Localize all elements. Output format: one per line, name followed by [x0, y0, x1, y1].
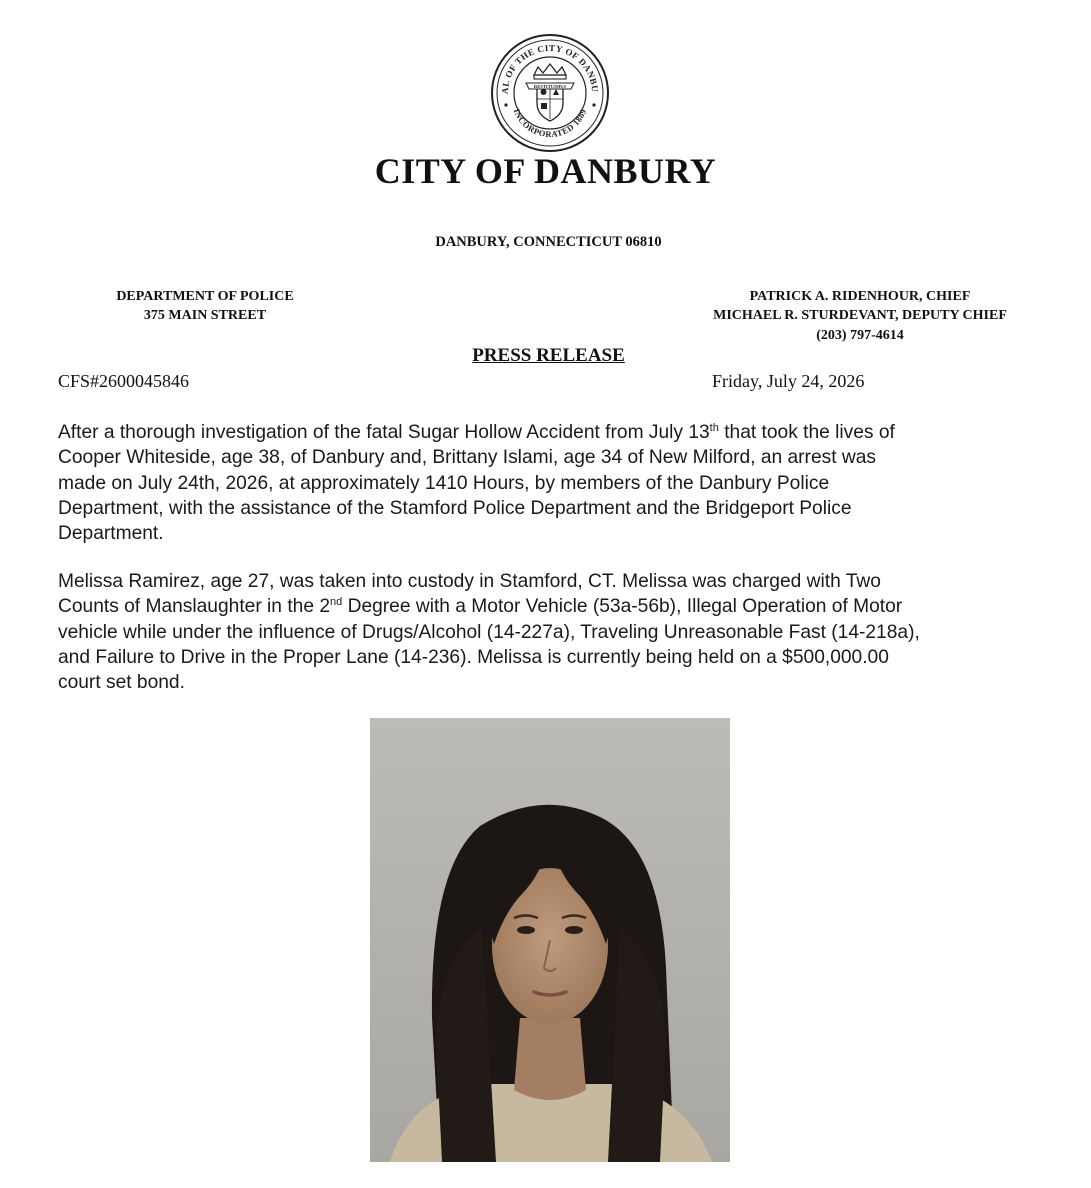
paragraph-1-line-5: Department.	[58, 523, 164, 545]
paragraph-1-line-3: made on July 24th, 2026, at approximately 1410 Hours, by members of the Danbury Police	[58, 472, 830, 494]
seal-text-top: AL OF THE CITY OF DANBU	[499, 42, 601, 95]
paragraph-2-line-4: and Failure to Drive in the Proper Lane (14-236). Melissa is currently being held on a $500,000.00	[58, 646, 889, 668]
paragraph-1-line-2: Cooper Whiteside, age 38, of Danbury and, Brittany Islami, age 34 of New Milford, an arrest was	[58, 447, 876, 469]
city-seal	[490, 33, 610, 153]
deputy-chief-name: MICHAEL R. STURDEVANT, DEPUTY CHIEF	[713, 308, 1007, 323]
city-title: CITY OF DANBURY	[374, 151, 717, 191]
paragraph-1-line-1: After a thorough investigation of the fatal Sugar Hollow Accident from July 13th that took the lives of	[58, 422, 895, 443]
press-release-heading: PRESS RELEASE	[472, 345, 625, 366]
department-phone: (203) 797-4614	[816, 328, 904, 343]
paragraph-2-line-3: vehicle while under the influence of Drugs/Alcohol (14-227a), Traveling Unreasonable Fast (14-218a),	[58, 621, 920, 643]
chief-name: PATRICK A. RIDENHOUR, CHIEF	[749, 289, 971, 304]
seal-text-bottom: INCORPORATED 1889	[511, 107, 589, 140]
paragraph-1	[58, 420, 1048, 546]
paragraph-2	[58, 569, 1048, 695]
release-date: Friday, July 24, 2026	[712, 371, 865, 391]
cfs-number: CFS#2600045846	[58, 371, 190, 391]
department-name: DEPARTMENT OF POLICE	[116, 289, 294, 304]
city-address: DANBURY, CONNECTICUT 06810	[435, 234, 662, 250]
department-street: 375 MAIN STREET	[143, 308, 267, 323]
paragraph-2-line-2: Counts of Manslaughter in the 2nd Degree with a Motor Vehicle (53a-56b), Illegal Operation of Motor	[58, 596, 903, 618]
paragraph-2-line-1: Melissa Ramirez, age 27, was taken into custody in Stamford, CT. Melissa was charged with Two	[58, 571, 881, 592]
suspect-photo	[370, 718, 730, 1162]
paragraph-2-line-5: court set bond.	[58, 672, 185, 694]
seal-motto: RESTITUIMUS	[533, 84, 567, 89]
paragraph-1-line-4: Department, with the assistance of the Stamford Police Department and the Bridgeport Police	[58, 497, 852, 519]
